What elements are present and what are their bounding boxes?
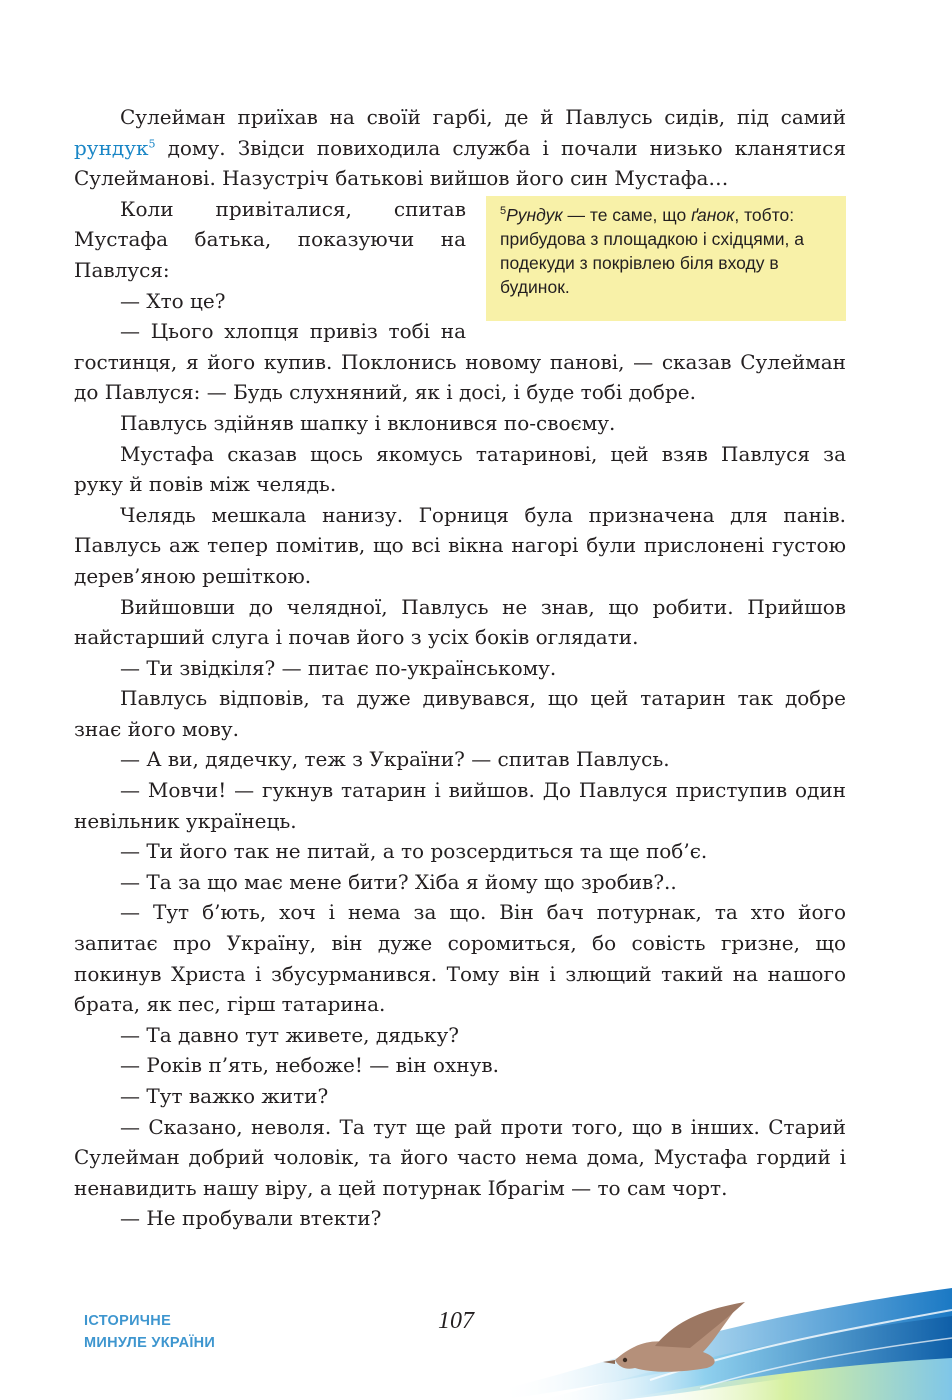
paragraph: — Хто це? [120,288,226,313]
paragraph: — Мовчи! — гукнув татарин і вийшов. До Павлуся приступив один невільник українець. [74,778,846,833]
paragraph: — Та давно тут живете, дядьку? [120,1022,460,1047]
footnote-term-link[interactable]: рундук [74,135,149,160]
paragraph: — Цього хлопця привіз тобі на гостинця, я його купив. Поклонись новому панові, — сказав Сулейман до Павлуся: — Будь слухняний, як і досі, і буде тобі добре. [74,319,846,405]
paragraph: — Ти його так не питай, а то розсердиться та ще поб’є. [120,839,708,864]
footnote-term: Рундук [506,204,563,225]
footnote-box: $^5$Рундук — те саме, що ґанок, тобто: прибудова з площадкою і східцями, а подекуди з покрівлею біля входу в будинок. [486,196,846,321]
paragraph: Челядь мешкала нанизу. Горниця була призначена для панів. Павлусь аж тепер помітив, що всі вікна нагорі були прислонені густою дерев’яною решіткою. [74,502,846,588]
paragraph: Павлусь відповів, та дуже дивувався, що цей татарин так добре знає його мову. [74,686,846,741]
paragraph: — Не пробували втекти? [120,1206,382,1231]
paragraph: — Та за що має мене бити? Хіба я йому що зробив?.. [120,869,677,894]
paragraph: — Років п’ять, небоже! — він охнув. [120,1053,499,1078]
paragraph: — А ви, дядечку, теж з України? — спитав Павлусь. [120,747,670,772]
main-text [74,102,846,1234]
paragraph: Сулейман приїхав на своїй гарбі, де й Павлусь сидів, під самий рундук$^5$ дому. Звідси повиходила служба і почали низько кланятися Сулейманові. Назустріч батькові вийшов його син Мустафа… [74,105,846,191]
section-label: ІСТОРИЧНЕ МИНУЛЕ УКРАЇНИ [84,1313,216,1351]
paragraph: Мустафа сказав щось якомусь татаринові, цей взяв Павлуся за руку й повів між челядь. [74,441,846,497]
paragraph: Павлусь здійняв шапку і вклонився по-своєму. [120,410,616,435]
page-number: 107 [438,1308,474,1334]
paragraph: Коли привіталися, спитав Мустафа батька, показуючи на Павлуся: [74,196,466,282]
paragraph: — Тут важко жити? [120,1084,329,1108]
footnote-marker[interactable]: 5 [148,136,156,150]
paragraph: — Тут б’ють, хоч і нема за що. Він бач потурнак, та хто його запитає про Україну, він дуже соромиться, бо совість гризне, що покинув Христа і збусурманився. Тому він і злющий такий на нашого брата, як пес, гірш татарина. [74,900,846,1017]
paragraph: Вийшовши до челядної, Павлусь не знав, що робити. Прийшов найстарший слуга і почав його з усіх боків оглядати. [74,594,846,650]
bird-wave-illustration [500,1280,952,1400]
footnote-term-2: ґанок [691,204,735,225]
paragraph: — Ти звідкіля? — питає по-українському. [120,655,557,680]
paragraph: — Сказано, неволя. Та тут ще рай проти того, що в інших. Старий Сулейман добрий чоловік, та його часто нема дома, Мустафа гордий і ненавидить нашу віру, а цей потурнак Ібрагім — то сам чорт. [74,1114,846,1200]
footnote-number: 5 [500,204,507,217]
